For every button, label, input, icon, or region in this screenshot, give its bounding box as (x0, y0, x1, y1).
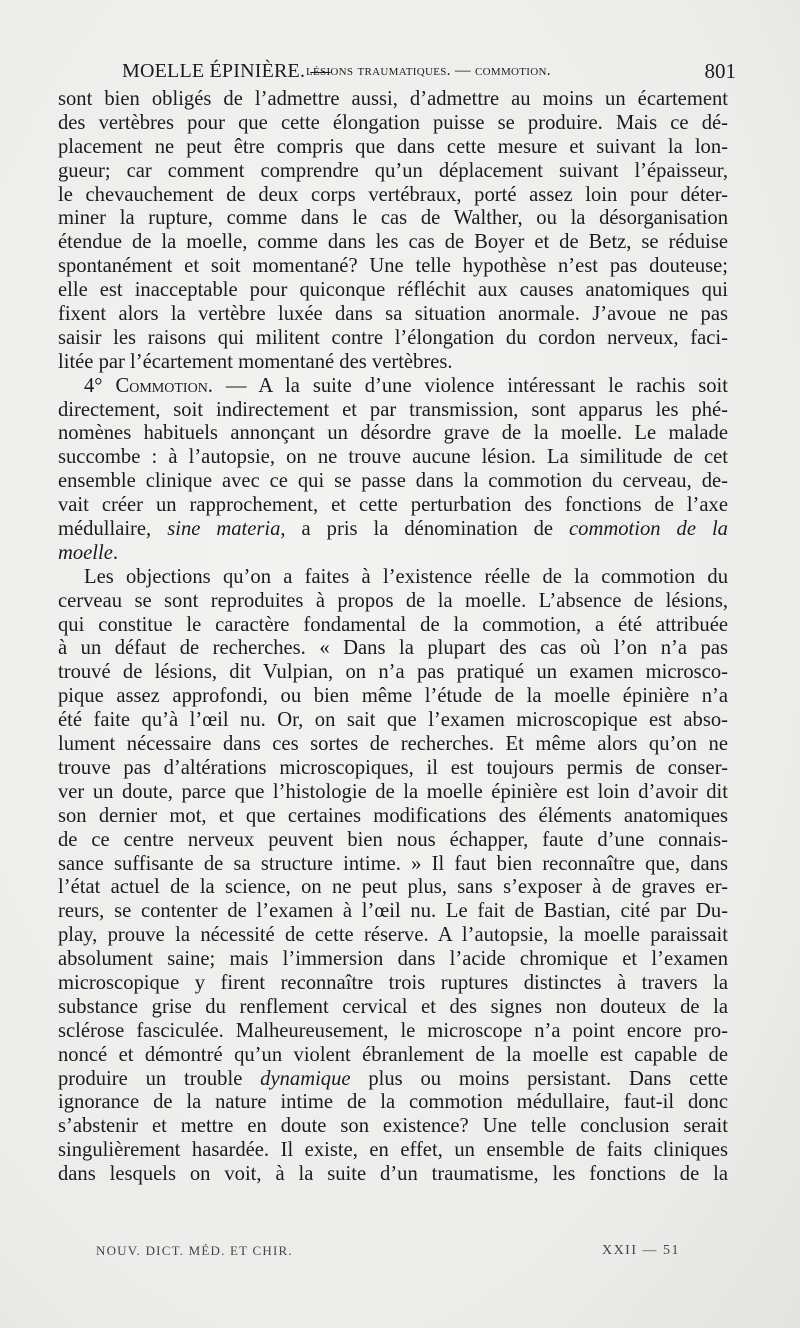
text-line: singulièrement hasardée. Il existe, en effet, un ensemble de faits cliniques (58, 1139, 728, 1162)
sheet-number: XXII — 51 (601, 1243, 680, 1258)
text-segment: . (112, 541, 119, 564)
italic-term: moelle (58, 541, 113, 564)
text-line: elle est inacceptable pour quiconque réfléchit aux causes anatomiques qui (58, 279, 728, 302)
text-line: saisir les raisons qui militent contre l’élongation du cordon nerveux, faci- (58, 326, 728, 349)
text-line: ver un doute, parce que l’histologie de la moelle épinière est loin d’avoir dit (58, 780, 728, 803)
running-head (122, 56, 736, 86)
text-line (58, 518, 728, 542)
text-line: sont bien obligés de l’admettre aussi, d’admettre au moins un écartement (58, 88, 728, 110)
text-line: succombe : à l’autopsie, on ne trouve aucune lésion. La similitude de cet (58, 446, 728, 469)
text-line: à un défaut de recherches. « Dans la plupart des cas où l’on n’a pas (58, 637, 728, 660)
text-line: Les objections qu’on a faites à l’existence réelle de la commotion du (84, 565, 728, 588)
text-line: l’état actuel de la science, on ne peut plus, sans s’exposer à de graves er- (58, 876, 728, 899)
text-line: absolument saine; mais l’immersion dans l’acide chromique et l’examen (58, 948, 728, 971)
section-heading-line (58, 375, 728, 399)
text-line: ignorance de la nature intime de la commotion médullaire, faut-il donc (58, 1091, 728, 1114)
italic-term: sine materia (167, 518, 281, 541)
text-line: spontanément et soit momentané? Une telle hypothèse n’est pas douteuse; (58, 255, 728, 278)
text-line: gueur; car comment comprendre qu’un déplacement suivant l’épaisseur, (58, 159, 728, 182)
signature-mark: NOUV. DICT. MÉD. ET CHIR. (96, 1243, 293, 1258)
running-head-title: MOELLE ÉPINIÈRE. — (122, 60, 331, 82)
text-line: vait créer un rapprochement, et cette perturbation des fonctions de l’axe (58, 494, 728, 517)
text-segment: produire un trouble (58, 1067, 243, 1090)
text-line: directement, soit indirectement et par transmission, sont apparus les phé- (58, 398, 728, 421)
italic-term: dynamique (260, 1067, 351, 1090)
text-line: trouvé de lésions, dit Vulpian, on n’a pas pratiqué un examen microsco- (58, 661, 728, 684)
text-line: placement ne peut être compris que dans cette mesure et suivant la lon- (58, 135, 728, 158)
text-line: litée par l’écartement momentané des vertèbres. (58, 350, 453, 373)
page-number: 801 (704, 59, 736, 83)
body-text (58, 88, 728, 1187)
text-line: sance suffisante de sa structure intime. » Il faut bien reconnaître que, dans (58, 852, 728, 875)
section-heading: Commotion. (115, 374, 213, 397)
text-segment: , a pris la dénomination de (280, 518, 554, 541)
text-line: cerveau se sont reproduites à propos de la moelle. L’absence de lésions, (58, 589, 728, 612)
text-line: dans lesquels on voit, à la suite d’un traumatisme, les fonctions de la (58, 1163, 728, 1186)
text-line: des vertèbres pour que cette élongation puisse se produire. Mais ce dé- (58, 111, 728, 134)
text-line: noncé et démontré qu’un violent ébranlement de la moelle est capable de (58, 1043, 728, 1066)
text-line: miner la rupture, comme dans le cas de Walther, ou la désorganisation (58, 207, 728, 230)
text-line: le chevauchement de deux corps vertébraux, porté assez loin pour déter- (58, 183, 728, 206)
italic-term: commotion de la (569, 518, 728, 541)
text-line: play, prouve la nécessité de cette réserve. A l’autopsie, la moelle paraissait (58, 924, 728, 947)
section-number: 4° (84, 374, 103, 397)
text-line: de ce centre nerveux peuvent bien nous échapper, faute d’une connais- (58, 828, 728, 851)
text-line (58, 542, 728, 566)
page-footer (96, 1240, 680, 1262)
running-head-section: lésions traumatiques. — commotion. (306, 62, 551, 79)
text-line: reurs, se contenter de l’examen à l’œil nu. Le fait de Bastian, cité par Du- (58, 900, 728, 923)
text-line: lument nécessaire dans ces sortes de recherches. Et même alors qu’on ne (58, 733, 728, 756)
text-line: étendue de la moelle, comme dans les cas de Boyer et de Betz, se réduise (58, 231, 728, 254)
text-segment: plus ou moins persistant. Dans cette (368, 1067, 728, 1090)
text-line: ensemble clinique avec ce qui se passe dans la commotion du cerveau, de- (58, 470, 728, 493)
text-line: microscopique y firent reconnaître trois ruptures distinctes à travers la (58, 971, 728, 994)
text-line: été faite qu’à l’œil nu. Or, on sait que l’examen microscopique est abso- (58, 709, 728, 732)
text-segment: médullaire, (58, 518, 152, 541)
text-line (58, 1068, 728, 1092)
text-line: qui constitue le caractère fondamental de la commotion, a été attribuée (58, 613, 728, 636)
text-line: trouve pas d’altérations microscopiques, il est toujours permis de conser- (58, 756, 728, 779)
text-segment: — A la suite d’une violence intéressant le rachis soit (225, 374, 728, 397)
text-line: son dernier mot, et que certaines modifications des éléments anatomiques (58, 804, 728, 827)
text-line: nomènes habituels annonçant un désordre grave de la moelle. Le malade (58, 422, 728, 445)
text-line: sclérose fasciculée. Malheureusement, le microscope n’a point encore pro- (58, 1019, 728, 1042)
text-line: substance grise du renflement cervical et des signes non douteux de la (58, 995, 728, 1018)
text-line: s’abstenir et mettre en doute son existence? Une telle conclusion serait (58, 1115, 728, 1138)
text-line: fixent alors la vertèbre luxée dans sa situation anormale. J’avoue ne pas (58, 303, 728, 326)
text-line: pique assez approfondi, ou bien même l’étude de la moelle épinière n’a (58, 685, 728, 708)
